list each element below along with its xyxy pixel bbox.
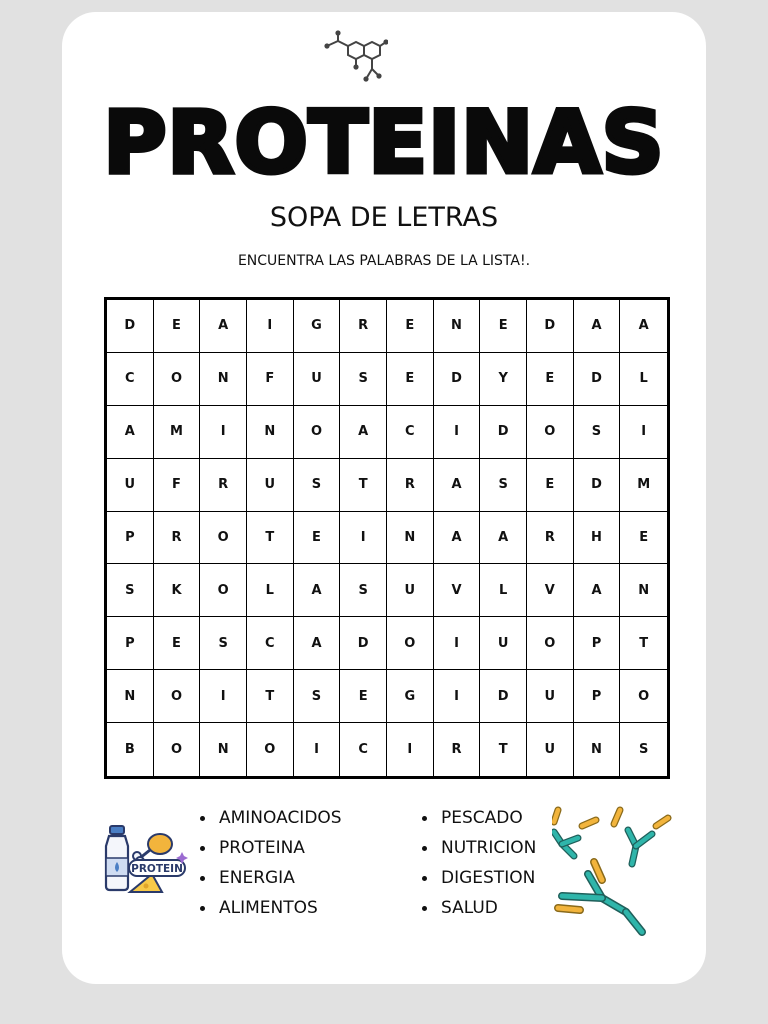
word-list-column-2	[422, 803, 536, 923]
grid-cell[interactable]: S	[200, 617, 247, 670]
grid-cell[interactable]: A	[434, 512, 481, 565]
grid-cell[interactable]: U	[247, 459, 294, 512]
grid-cell[interactable]: M	[154, 406, 201, 459]
grid-cell[interactable]: T	[620, 617, 667, 670]
grid-cell[interactable]: S	[294, 670, 341, 723]
page-subtitle: SOPA DE LETRAS	[269, 202, 499, 233]
grid-cell[interactable]: O	[154, 723, 201, 776]
grid-cell[interactable]: I	[200, 670, 247, 723]
grid-cell[interactable]: K	[154, 564, 201, 617]
grid-cell[interactable]: A	[574, 564, 621, 617]
grid-cell[interactable]: O	[527, 406, 574, 459]
grid-cell[interactable]: I	[620, 406, 667, 459]
grid-cell[interactable]: G	[294, 300, 341, 353]
grid-cell[interactable]: N	[200, 723, 247, 776]
grid-cell[interactable]: G	[387, 670, 434, 723]
grid-cell[interactable]: N	[434, 300, 481, 353]
grid-cell[interactable]: F	[154, 459, 201, 512]
grid-cell[interactable]: D	[527, 300, 574, 353]
grid-cell[interactable]: C	[107, 353, 154, 406]
grid-cell[interactable]: A	[107, 406, 154, 459]
grid-cell[interactable]: A	[200, 300, 247, 353]
grid-cell[interactable]: T	[480, 723, 527, 776]
grid-cell[interactable]: D	[574, 353, 621, 406]
grid-cell[interactable]: U	[527, 723, 574, 776]
word-list-item: AMINOACIDOS	[200, 803, 342, 833]
grid-cell[interactable]: C	[247, 617, 294, 670]
grid-cell[interactable]: A	[294, 564, 341, 617]
grid-cell[interactable]: N	[620, 564, 667, 617]
grid-cell[interactable]: I	[434, 670, 481, 723]
grid-cell[interactable]: U	[387, 564, 434, 617]
word-list-item: NUTRICION	[422, 833, 536, 863]
grid-cell[interactable]: T	[247, 670, 294, 723]
grid-cell[interactable]: D	[107, 300, 154, 353]
grid-cell[interactable]: A	[480, 512, 527, 565]
grid-cell[interactable]: S	[480, 459, 527, 512]
grid-cell[interactable]: S	[574, 406, 621, 459]
grid-cell[interactable]: A	[294, 617, 341, 670]
grid-cell[interactable]: I	[387, 723, 434, 776]
grid-cell[interactable]: L	[247, 564, 294, 617]
grid-cell[interactable]: E	[387, 300, 434, 353]
grid-cell[interactable]: L	[480, 564, 527, 617]
grid-cell[interactable]: O	[154, 670, 201, 723]
word-list-item: DIGESTION	[422, 863, 536, 893]
grid-cell[interactable]: E	[387, 353, 434, 406]
grid-cell[interactable]: O	[620, 670, 667, 723]
word-list-item: ENERGIA	[200, 863, 342, 893]
grid-cell[interactable]: E	[527, 353, 574, 406]
grid-cell[interactable]: B	[107, 723, 154, 776]
molecule-icon	[322, 30, 388, 86]
grid-cell[interactable]: N	[107, 670, 154, 723]
grid-cell[interactable]: R	[527, 512, 574, 565]
grid-cell[interactable]: F	[247, 353, 294, 406]
grid-cell[interactable]: U	[107, 459, 154, 512]
grid-cell[interactable]: R	[434, 723, 481, 776]
word-list-item: SALUD	[422, 893, 536, 923]
grid-cell[interactable]: O	[154, 353, 201, 406]
grid-cell[interactable]: I	[434, 406, 481, 459]
grid-cell[interactable]: A	[620, 300, 667, 353]
word-list-item: PROTEINA	[200, 833, 342, 863]
grid-cell[interactable]: C	[387, 406, 434, 459]
grid-cell[interactable]: S	[340, 353, 387, 406]
grid-cell[interactable]: P	[107, 617, 154, 670]
grid-cell[interactable]: I	[434, 617, 481, 670]
protein-label: PROTEIN	[131, 863, 183, 875]
grid-cell[interactable]: M	[620, 459, 667, 512]
grid-cell[interactable]: E	[294, 512, 341, 565]
grid-cell[interactable]: V	[527, 564, 574, 617]
grid-cell[interactable]: S	[107, 564, 154, 617]
grid-cell[interactable]: R	[154, 512, 201, 565]
grid-cell[interactable]: O	[387, 617, 434, 670]
grid-cell[interactable]: O	[200, 512, 247, 565]
word-search-grid	[104, 297, 670, 779]
grid-cell[interactable]: E	[480, 300, 527, 353]
grid-cell[interactable]: P	[574, 670, 621, 723]
grid-cell[interactable]: O	[247, 723, 294, 776]
grid-cell[interactable]: U	[480, 617, 527, 670]
grid-cell[interactable]: O	[200, 564, 247, 617]
grid-cell[interactable]: D	[340, 617, 387, 670]
grid-cell[interactable]: Y	[480, 353, 527, 406]
grid-cell[interactable]: I	[340, 512, 387, 565]
grid-cell[interactable]: R	[340, 300, 387, 353]
grid-cell[interactable]: O	[294, 406, 341, 459]
grid-cell[interactable]: A	[434, 459, 481, 512]
grid-cell[interactable]: T	[340, 459, 387, 512]
grid-cell[interactable]: I	[294, 723, 341, 776]
grid-cell[interactable]: N	[387, 512, 434, 565]
grid-cell[interactable]: S	[340, 564, 387, 617]
grid-cell[interactable]: S	[294, 459, 341, 512]
word-list-item: PESCADO	[422, 803, 536, 833]
grid-cell[interactable]: E	[154, 617, 201, 670]
grid-cell[interactable]: E	[340, 670, 387, 723]
grid-cell[interactable]: U	[527, 670, 574, 723]
grid-cell[interactable]: E	[527, 459, 574, 512]
grid-cell[interactable]: R	[387, 459, 434, 512]
grid-cell[interactable]: T	[247, 512, 294, 565]
grid-cell[interactable]: A	[574, 300, 621, 353]
grid-cell[interactable]: P	[107, 512, 154, 565]
page-title: PROTEINAS	[103, 93, 665, 193]
grid-cell[interactable]: D	[434, 353, 481, 406]
grid-cell[interactable]: U	[294, 353, 341, 406]
grid-cell[interactable]: C	[340, 723, 387, 776]
grid-cell[interactable]: L	[620, 353, 667, 406]
grid-cell[interactable]: A	[340, 406, 387, 459]
grid-cell[interactable]: H	[574, 512, 621, 565]
instructions-text: ENCUENTRA LAS PALABRAS DE LA LISTA!.	[237, 253, 531, 269]
grid-cell[interactable]: V	[434, 564, 481, 617]
grid-cell[interactable]: D	[574, 459, 621, 512]
grid-cell[interactable]: D	[480, 670, 527, 723]
antibody-icon	[552, 800, 676, 936]
grid-cell[interactable]: R	[200, 459, 247, 512]
grid-cell[interactable]: O	[527, 617, 574, 670]
grid-cell[interactable]: N	[247, 406, 294, 459]
grid-cell[interactable]: S	[638, 742, 649, 758]
grid-cell[interactable]: N	[574, 723, 621, 776]
grid-cell[interactable]: E	[154, 300, 201, 353]
grid-cell[interactable]: D	[480, 406, 527, 459]
word-list-column-1	[200, 803, 342, 923]
grid-cell[interactable]: E	[620, 512, 667, 565]
grid-cell[interactable]: I	[247, 300, 294, 353]
grid-cell[interactable]: I	[200, 406, 247, 459]
protein-food-icon	[102, 822, 188, 896]
word-list-item: ALIMENTOS	[200, 893, 342, 923]
grid-cell[interactable]: N	[200, 353, 247, 406]
grid-cell[interactable]: P	[574, 617, 621, 670]
